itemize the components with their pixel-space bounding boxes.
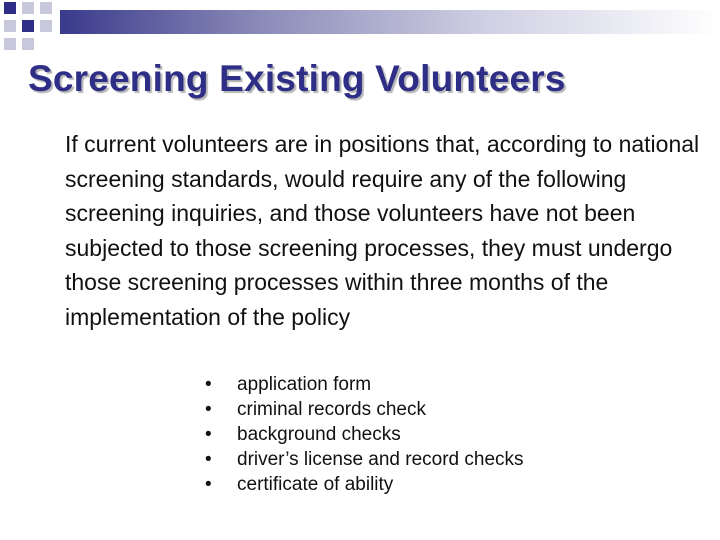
list-item-label: driver’s license and record checks (237, 449, 524, 470)
slide-body-text: If current volunteers are in positions that, according to national screening standards, would require any of the following screening inquiries, and those volunteers have not been subjected to those screening processes, they must undergo those screening processes within three months of the implementation of the policy (65, 131, 700, 330)
slide-title: Screening Existing Volunteers (28, 58, 566, 99)
list-item (205, 397, 524, 422)
list-item (205, 472, 524, 497)
bullet-list (205, 372, 524, 497)
bullet-icon: • (205, 449, 212, 470)
bullet-icon: • (205, 399, 212, 420)
list-item-label: application form (237, 374, 372, 395)
decor-square (40, 2, 52, 14)
list-item (205, 422, 524, 447)
list-item-label: background checks (237, 424, 401, 445)
decor-square (40, 20, 52, 32)
list-item-label: criminal records check (237, 399, 426, 420)
list-item (205, 447, 524, 472)
bullet-icon: • (205, 374, 212, 395)
list-item-label: certificate of ability (237, 474, 394, 495)
header-gradient-bar (60, 10, 720, 34)
bullet-icon: • (205, 424, 212, 445)
decor-square (22, 38, 34, 50)
decor-square (4, 2, 16, 14)
decor-square (22, 2, 34, 14)
bullet-icon: • (205, 474, 212, 495)
decor-square (4, 38, 16, 50)
header-decoration (0, 0, 720, 50)
list-item (205, 372, 524, 397)
decor-square (22, 20, 34, 32)
decor-square (4, 20, 16, 32)
